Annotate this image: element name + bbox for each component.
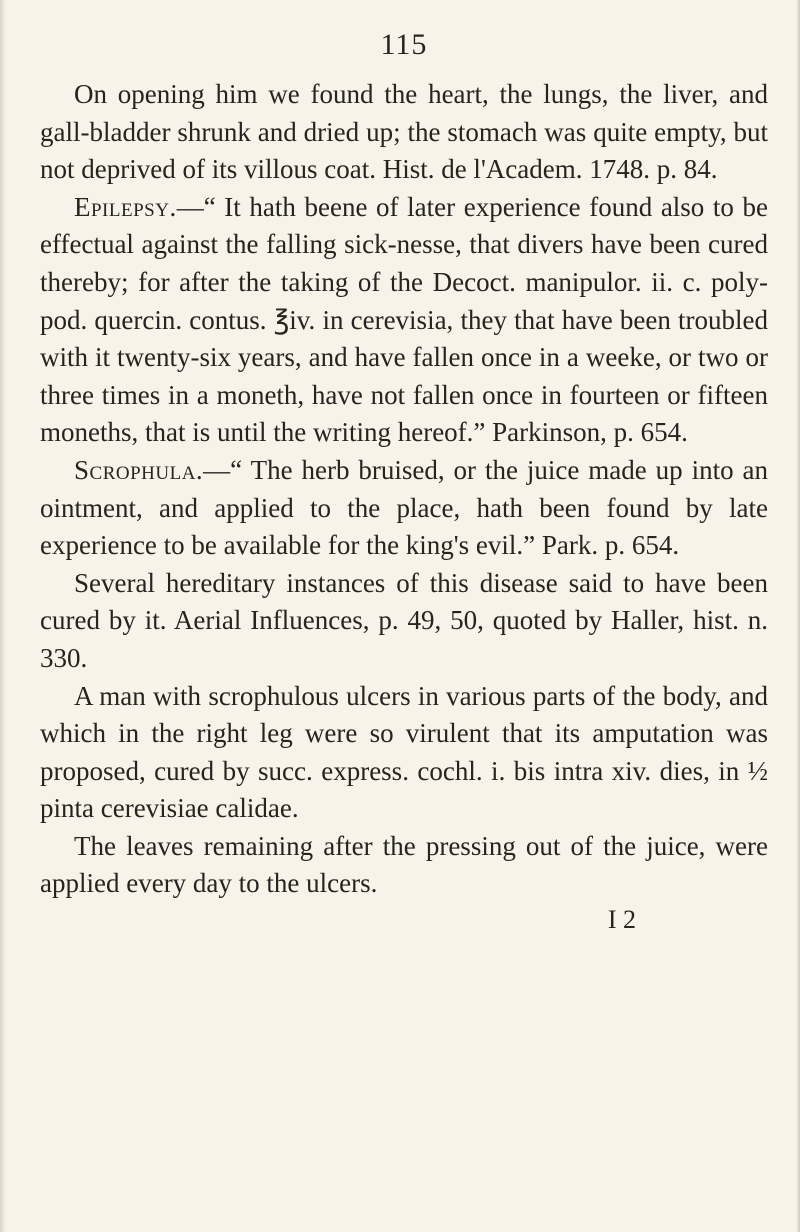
paragraph-1-text: On opening him we found the heart, the lungs, the liver, and gall-bladder shrunk and dried up; the stomach was quite empty, but not deprived of its villous coat. Hist. de l'Academ. 1748. p. 84. xyxy=(40,79,768,185)
book-page xyxy=(40,28,768,935)
catchword: I 2 xyxy=(607,905,636,935)
heading-epilepsy: Epilepsy. xyxy=(74,191,177,222)
page-edge-left xyxy=(0,0,6,1232)
paragraph-hereditary-text: Several hereditary instances of this disease said to have been cured by it. Aerial Influences, p. 49, 50, quoted by Haller, hist. n. 330. xyxy=(40,567,768,673)
paragraph-epilepsy-text: —“ It hath beene of later experience found also to be effectual against the falling sick-nesse, that divers have been cured thereby; for after the taking of the Decoct. manipulor. ii. c. poly-pod. quercin. contus. ℥iv. in cerevisia, they that have been troubled with it twenty-six years, and have fallen once in a weeke, or two or three times in a moneth, have not fallen once in fourteen or fifteen moneths, that is until the writing hereof.” Parkinson, p. 654. xyxy=(40,191,768,448)
paragraph-leaves-text: The leaves remaining after the pressing out of the juice, were applied every day to the ulcers. xyxy=(40,830,768,899)
paragraph-1 xyxy=(40,76,768,189)
paragraph-ulcers xyxy=(40,678,768,828)
paragraph-epilepsy xyxy=(40,189,768,452)
page-edge-right xyxy=(796,0,800,1232)
heading-scrophula: Scrophula. xyxy=(74,454,204,485)
paragraph-scrophula-text: —“ The herb bruised, or the juice made up into an ointment, and applied to the place, hath been found by late experience to be available for the king's evil.” Park. p. 654. xyxy=(40,454,768,561)
page-number: 115 xyxy=(380,28,428,61)
paragraph-hereditary xyxy=(40,565,768,678)
paragraph-ulcers-text: A man with scrophulous ulcers in various parts of the body, and which in the right leg were so virulent that its amputation was proposed, cured by succ. express. cochl. i. bis intra xiv. dies, in ½ pinta cerevisiae calidae. xyxy=(40,680,768,824)
paragraph-scrophula xyxy=(40,452,768,565)
paragraph-leaves xyxy=(40,828,768,903)
